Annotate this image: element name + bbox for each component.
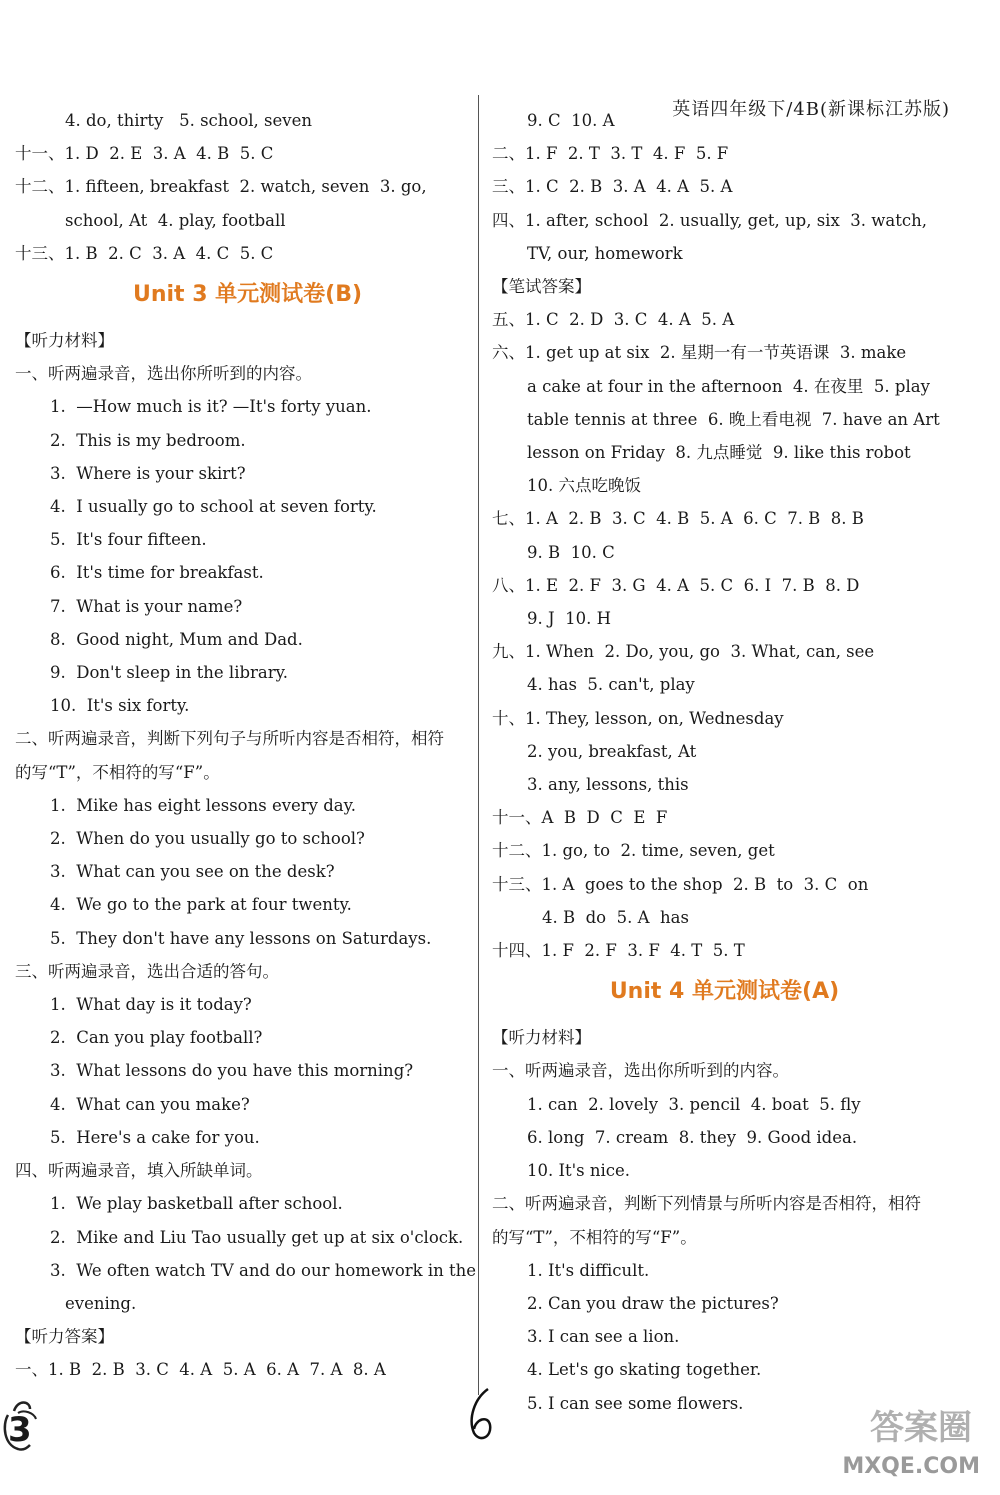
handwritten-six-mark (462, 1385, 502, 1445)
right-line: 4. Let's go skating together. (527, 1360, 762, 1380)
left-line: 5. It's four fifteen. (50, 530, 207, 550)
left-line: 4. What can you make? (50, 1094, 250, 1114)
right-line: 2. you, breakfast, At (527, 741, 697, 761)
right-line: 10. It's nice. (527, 1161, 631, 1181)
left-line: 三、听两遍录音，选出合适的答句。 (15, 961, 279, 981)
left-line: 1. Mike has eight lessons every day. (50, 795, 357, 815)
watermark-logo: 答案圈 (870, 1408, 972, 1448)
unit3-b-title: Unit 3 单元测试卷(B) (132, 282, 363, 308)
left-line: 十二、1. fifteen, breakfast 2. watch, seven 3. go, (15, 177, 427, 197)
left-line: 2. This is my bedroom. (50, 430, 246, 450)
left-line: 3. What can you see on the desk? (50, 862, 335, 882)
page-header: 英语四年级下/4B(新课标江苏版) (672, 99, 950, 120)
right-line: 六、1. get up at six 2. 星期一有一节英语课 3. make (492, 343, 907, 363)
right-line: 1. can 2. lovely 3. pencil 4. boat 5. fly (527, 1094, 861, 1114)
right-line: 七、1. A 2. B 3. C 4. B 5. A 6. C 7. B 8. B (492, 509, 864, 529)
right-line: 十二、1. go, to 2. time, seven, get (492, 841, 775, 861)
left-line: 4. do, thirty 5. school, seven (65, 111, 312, 130)
right-line: 十三、1. A goes to the shop 2. B to 3. C on (492, 874, 869, 894)
right-line: 一、听两遍录音，选出你所听到的内容。 (492, 1061, 789, 1081)
left-line: 十三、1. B 2. C 3. A 4. C 5. C (15, 243, 274, 263)
right-line: 9. J 10. H (527, 609, 611, 629)
page-number: 3 (8, 1410, 32, 1450)
left-line: 的写“T”，不相符的写“F”。 (15, 762, 220, 782)
left-column (15, 104, 480, 1387)
right-line: 2. Can you draw the pictures? (527, 1293, 779, 1313)
right-line: 6. long 7. cream 8. they 9. Good idea. (527, 1127, 858, 1147)
right-line: 5. I can see some flowers. (527, 1393, 744, 1413)
left-line: 7. What is your name? (50, 596, 243, 616)
left-line: 4. We go to the park at four twenty. (50, 895, 352, 915)
right-line: 1. It's difficult. (527, 1260, 650, 1280)
left-line: 十一、1. D 2. E 3. A 4. B 5. C (15, 144, 274, 164)
right-line: 10. 六点吃晚饭 (527, 476, 641, 496)
right-line: 十、1. They, lesson, on, Wednesday (492, 708, 784, 728)
watermark-url: MXQE.COM (842, 1454, 980, 1479)
right-line: 3. I can see a lion. (527, 1327, 680, 1347)
left-line: 8. Good night, Mum and Dad. (50, 629, 303, 649)
left-line: 1. We play basketball after school. (50, 1194, 343, 1214)
right-line: 十一、A B D C E F (492, 808, 668, 828)
left-line: 3. What lessons do you have this morning? (50, 1061, 414, 1081)
left-line: 5. They don't have any lessons on Saturdays. (50, 928, 432, 948)
right-line: 【笔试答案】 (492, 277, 591, 297)
left-line: 3. Where is your skirt? (50, 463, 246, 483)
right-line: 三、1. C 2. B 3. A 4. A 5. A (492, 177, 733, 197)
right-line: 3. any, lessons, this (527, 775, 689, 795)
left-line: 4. I usually go to school at seven forty. (50, 497, 377, 517)
right-line: 【听力材料】 (492, 1028, 591, 1048)
right-line: 9. C 10. A (527, 111, 615, 130)
left-line: 2. Mike and Liu Tao usually get up at six o'clock. (50, 1227, 464, 1247)
left-line: evening. (65, 1293, 137, 1313)
right-line: 五、1. C 2. D 3. C 4. A 5. A (492, 310, 735, 330)
left-line: 2. Can you play football? (50, 1028, 263, 1048)
left-line: 5. Here's a cake for you. (50, 1127, 260, 1147)
left-line: 1. —How much is it? —It's forty yuan. (50, 397, 372, 417)
left-line: 1. What day is it today? (50, 995, 252, 1015)
right-line: 9. B 10. C (527, 542, 615, 562)
right-line: 的写“T”，不相符的写“F”。 (492, 1227, 697, 1247)
left-line: 6. It's time for breakfast. (50, 563, 264, 583)
right-line: table tennis at three 6. 晚上看电视 7. have an Art (527, 409, 940, 429)
right-line: 二、1. F 2. T 3. T 4. F 5. F (492, 144, 729, 164)
left-line: 10. It's six forty. (50, 696, 190, 716)
left-line: 3. We often watch TV and do our homework in the (50, 1260, 477, 1280)
right-line: 九、1. When 2. Do, you, go 3. What, can, see (492, 642, 875, 662)
right-line: 十四、1. F 2. F 3. F 4. T 5. T (492, 941, 745, 961)
left-line: 9. Don't sleep in the library. (50, 663, 289, 683)
left-line: 四、听两遍录音，填入所缺单词。 (15, 1161, 263, 1181)
unit4-a-title: Unit 4 单元测试卷(A) (609, 979, 840, 1005)
left-line: school, At 4. play, football (65, 210, 286, 230)
right-line: lesson on Friday 8. 九点睡觉 9. like this robot (527, 443, 911, 463)
right-line: TV, our, homework (527, 243, 683, 263)
left-line: 2. When do you usually go to school? (50, 829, 365, 849)
left-line: 【听力答案】 (15, 1327, 114, 1347)
right-column (492, 104, 957, 1420)
left-line: 一、1. B 2. B 3. C 4. A 5. A 6. A 7. A 8. A (15, 1360, 386, 1380)
left-line: 二、听两遍录音，判断下列句子与所听内容是否相符，相符 (15, 729, 444, 749)
right-line: a cake at four in the afternoon 4. 在夜里 5. play (527, 376, 930, 396)
right-line: 八、1. E 2. F 3. G 4. A 5. C 6. I 7. B 8. D (492, 575, 860, 595)
right-line: 二、听两遍录音，判断下列情景与所听内容是否相符，相符 (492, 1194, 921, 1214)
right-line: 4. B do 5. A has (542, 907, 689, 927)
right-line: 四、1. after, school 2. usually, get, up, six 3. watch, (492, 210, 927, 230)
left-line: 【听力材料】 (15, 331, 114, 351)
right-line: 4. has 5. can't, play (527, 675, 695, 695)
left-line: 一、听两遍录音，选出你所听到的内容。 (15, 364, 312, 384)
